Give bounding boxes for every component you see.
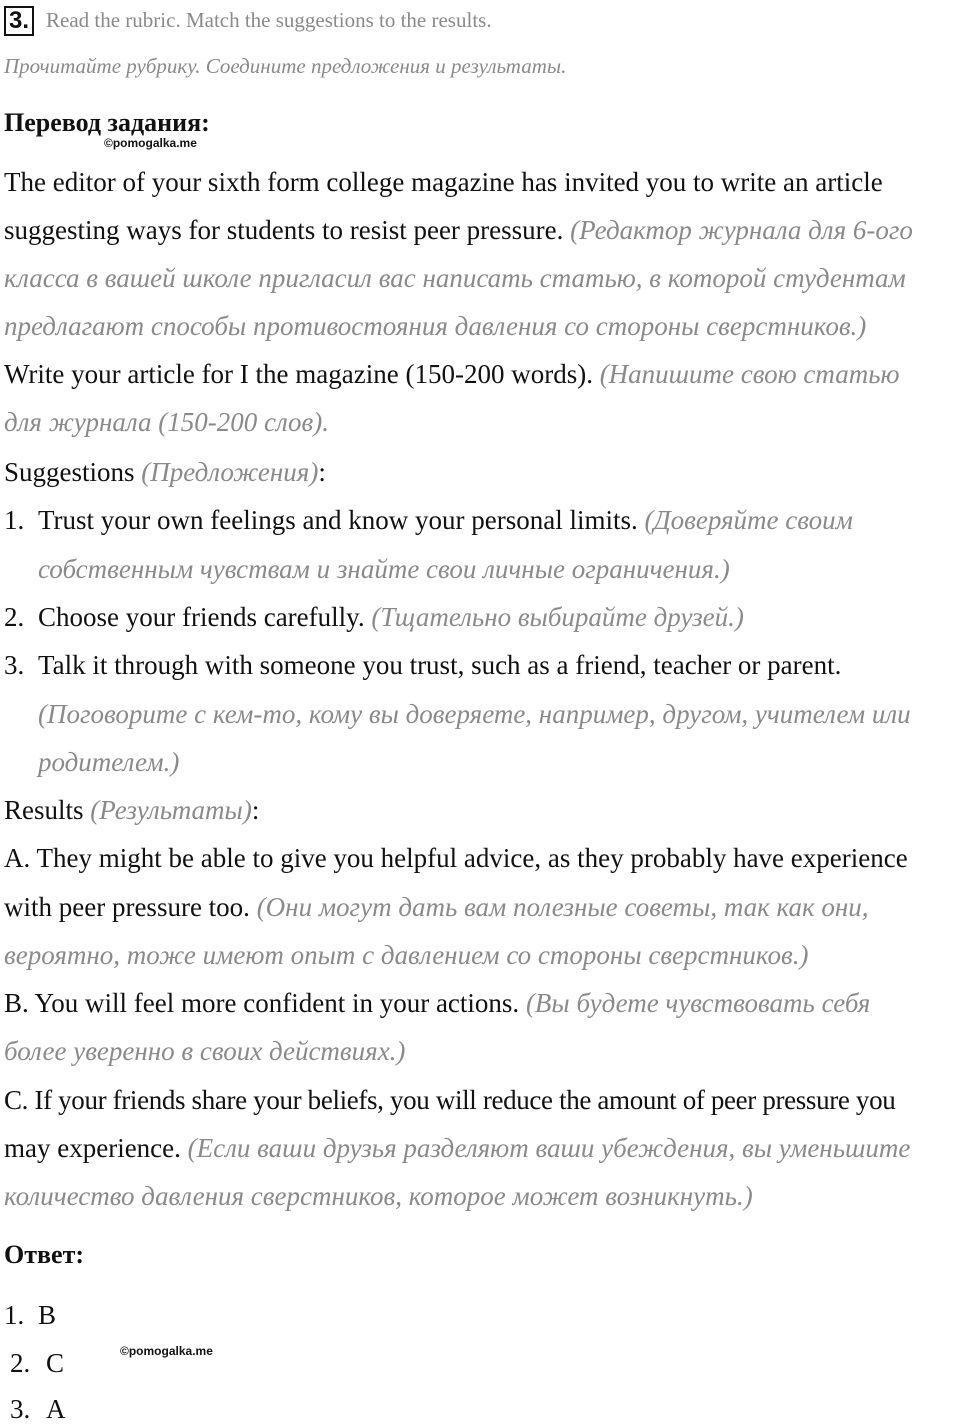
results-colon: : <box>251 795 260 825</box>
result-a-line-3: вероятно, тоже имеют опыт с давлением со стороны сверстников.) <box>4 940 809 970</box>
result-c-en: may experience. <box>4 1133 181 1163</box>
answer-val-1: B <box>38 1300 57 1330</box>
suggestions-label-en: Suggestions <box>4 457 135 487</box>
rubric-line-2-ru: (Редактор журнала для 6-ого <box>570 215 913 245</box>
rubric-line-3: класса в вашей школе пригласил вас написать статью, в которой студентам <box>4 263 906 293</box>
result-b-line-1 <box>4 979 870 1027</box>
result-c-ru: (Если ваши друзья разделяют ваши убеждения, вы уменьшите <box>187 1133 911 1163</box>
answer-num-3: 3. <box>10 1394 31 1424</box>
suggestion-1-ru: (Доверяйте своим <box>644 505 853 535</box>
task-number: 3. <box>8 7 29 34</box>
result-b-ru: (Вы будете чувствовать себя <box>525 988 871 1018</box>
watermark-bottom: ©pomogalka.me <box>120 1344 213 1358</box>
result-a-en: with peer pressure too. <box>4 892 250 922</box>
result-c-line-1: C. If your friends share your beliefs, you will reduce the amount of peer pressure you <box>4 1085 896 1115</box>
suggestions-label <box>4 448 326 496</box>
rubric-line-1: The editor of your sixth form college magazine has invited you to write an article <box>4 167 883 197</box>
answer-val-3: A <box>46 1394 66 1424</box>
suggestion-3-ru: (Поговорите с кем-то, кому вы доверяете, например, другом, учителем или <box>38 699 911 729</box>
task-instruction-ru: Прочитайте рубрику. Соедините предложения и результаты. <box>4 54 567 78</box>
result-a-line-1: A. They might be able to give you helpful advice, as they probably have experience <box>4 843 908 873</box>
answer-num-2: 2. <box>10 1348 31 1378</box>
suggestion-2-ru: (Тщательно выбирайте друзей.) <box>371 602 744 632</box>
suggestions-label-ru: (Предложения) <box>141 457 319 487</box>
results-label-ru: (Результаты) <box>90 795 252 825</box>
result-a-ru: (Они могут дать вам полезные советы, так как они, <box>256 892 869 922</box>
result-b-en: B. You will feel more confident in your actions. <box>4 988 520 1018</box>
answer-num-1: 1. <box>4 1300 25 1330</box>
results-label-en: Results <box>4 795 84 825</box>
result-c-line-3: количество давления сверстников, которое может возникнуть.) <box>4 1181 753 1211</box>
rubric-line-5-ru: (Напишите свою статью <box>599 359 900 389</box>
suggestion-num-3: 3. <box>4 650 25 680</box>
suggestion-3-ru-cont: родителем.) <box>38 747 180 777</box>
suggestion-1-ru-cont: собственным чувствам и знайте свои личные ограничения.) <box>38 554 730 584</box>
result-c-line-2 <box>4 1124 910 1172</box>
rubric-line-2-en: suggesting ways for students to resist peer pressure. <box>4 215 564 245</box>
rubric-line-5-en: Write your article for I the magazine (150-200 words). <box>4 359 593 389</box>
rubric-line-4: предлагают способы противостояния давления со стороны сверстников.) <box>4 311 867 341</box>
suggestion-2-en: Choose your friends carefully. <box>38 602 365 632</box>
watermark-top: ©pomogalka.me <box>104 136 197 150</box>
translation-heading: Перевод задания: <box>4 108 210 137</box>
suggestion-num-1: 1. <box>4 505 25 535</box>
result-a-line-2 <box>4 883 869 931</box>
rubric-line-6: для журнала (150-200 слов). <box>4 407 330 437</box>
suggestion-1 <box>38 496 853 544</box>
suggestions-colon: : <box>318 457 326 487</box>
suggestion-3-en: Talk it through with someone you trust, such as a friend, teacher or parent. <box>38 650 842 680</box>
suggestion-1-en: Trust your own feelings and know your personal limits. <box>38 505 638 535</box>
answer-heading: Ответ: <box>4 1240 85 1269</box>
suggestion-2 <box>38 593 744 641</box>
result-b-line-2: более уверенно в своих действиях.) <box>4 1036 406 1066</box>
task-number-box <box>4 6 34 36</box>
rubric-line-2 <box>4 206 913 254</box>
answer-val-2: C <box>46 1348 65 1378</box>
task-instruction-en: Read the rubric. Match the suggestions to the results. <box>46 8 492 32</box>
rubric-line-5 <box>4 350 900 398</box>
suggestion-num-2: 2. <box>4 602 25 632</box>
results-label <box>4 786 259 834</box>
